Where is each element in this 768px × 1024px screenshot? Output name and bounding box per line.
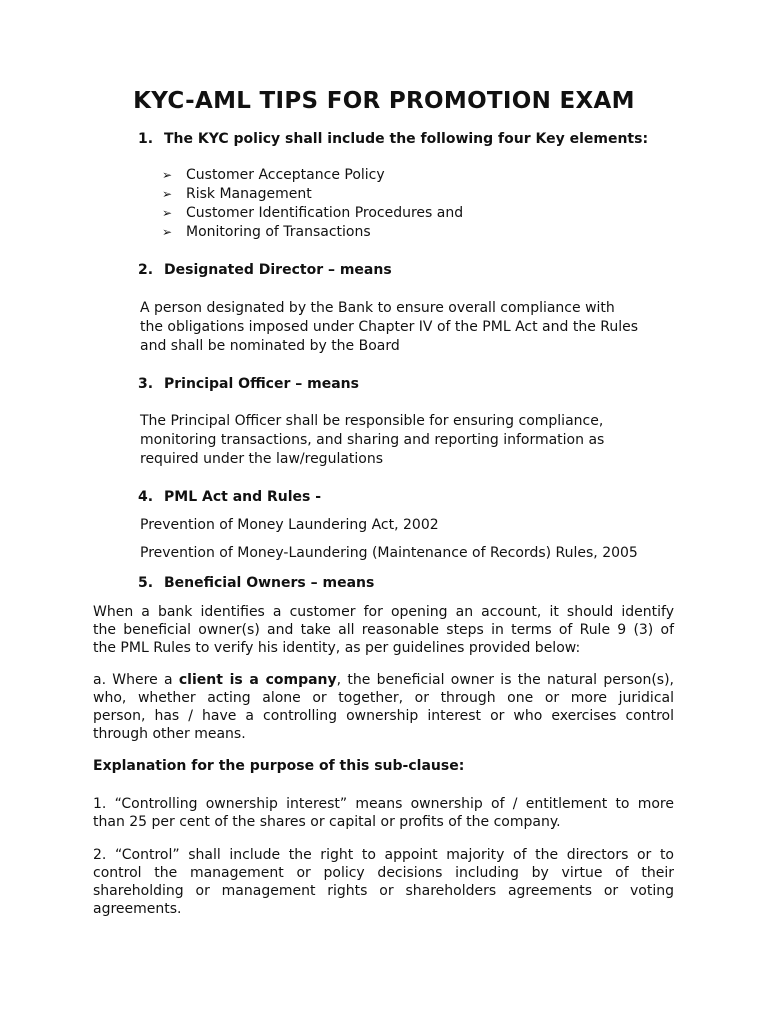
section-number: 3. [138, 376, 154, 392]
section-title: Designated Director – means [164, 262, 392, 278]
section-number: 2. [138, 262, 154, 278]
section-heading-3 [138, 376, 359, 392]
explanation-heading: Explanation for the purpose of this sub-clause: [93, 758, 465, 774]
section-title: PML Act and Rules - [164, 489, 322, 505]
beneficial-owner-intro: When a bank identifies a customer for opening an account, it should identify the beneficial owner(s) and take all reasonable steps in terms of Rule 9 (3) of the PML Rules to verify his identity, as per guidelines provided below: [93, 604, 674, 656]
arrow-bullet-icon: ➢ [162, 225, 173, 239]
designated-director-line: A person designated by the Bank to ensure overall compliance with [140, 300, 615, 316]
list-item: ➢ Customer Identification Procedures and [162, 205, 464, 221]
section-number: 5. [138, 575, 154, 591]
pml-rules-item: Prevention of Money-Laundering (Maintenance of Records) Rules, 2005 [140, 545, 638, 561]
section-title: The KYC policy shall include the following four Key elements: [164, 131, 649, 147]
section-heading-4 [138, 489, 321, 505]
section-heading-5 [138, 575, 374, 591]
list-item: ➢ Risk Management [162, 186, 312, 202]
pml-act-item: Prevention of Money Laundering Act, 2002 [140, 517, 439, 533]
arrow-bullet-icon: ➢ [162, 168, 173, 182]
section-number: 1. [138, 131, 154, 147]
section-title: Principal Officer – means [164, 376, 359, 392]
key-elements-list [162, 166, 463, 242]
principal-officer-line: required under the law/regulations [140, 451, 384, 467]
principal-officer-line: The Principal Officer shall be responsible for ensuring compliance, [140, 413, 604, 429]
explanation-2-paragraph: 2. “Control” shall include the right to appoint majority of the directors or to control the management or policy decisions including by virtue of their shareholding or management rights or shareholders agreements or voting agreements. [93, 847, 674, 917]
section-heading-2 [138, 262, 392, 278]
section-title: Beneficial Owners – means [164, 575, 375, 591]
arrow-bullet-icon: ➢ [162, 187, 173, 201]
section-number: 4. [138, 489, 154, 505]
explanation-1-paragraph: 1. “Controlling ownership interest” means ownership of / entitlement to more than 25 per cent of the shares or capital or profits of the company. [93, 796, 674, 830]
clause-a-paragraph: a. Where a client is a company, the beneficial owner is the natural person(s), who, whether acting alone or together, or through one or more juridical person, has / have a controlling ownership interest or who exercises control through other means. [93, 672, 674, 742]
list-item: ➢ Monitoring of Transactions [162, 224, 371, 240]
principal-officer-line: monitoring transactions, and sharing and reporting information as [140, 432, 605, 448]
page-title: KYC-AML TIPS FOR PROMOTION EXAM [133, 88, 635, 114]
client-is-company-emphasis: client is a company [178, 672, 337, 688]
list-item: ➢ Customer Acceptance Policy [162, 167, 385, 183]
designated-director-line: the obligations imposed under Chapter IV of the PML Act and the Rules [140, 319, 639, 335]
designated-director-line: and shall be nominated by the Board [140, 338, 400, 354]
arrow-bullet-icon: ➢ [162, 206, 173, 220]
section-heading-1 [138, 131, 648, 147]
